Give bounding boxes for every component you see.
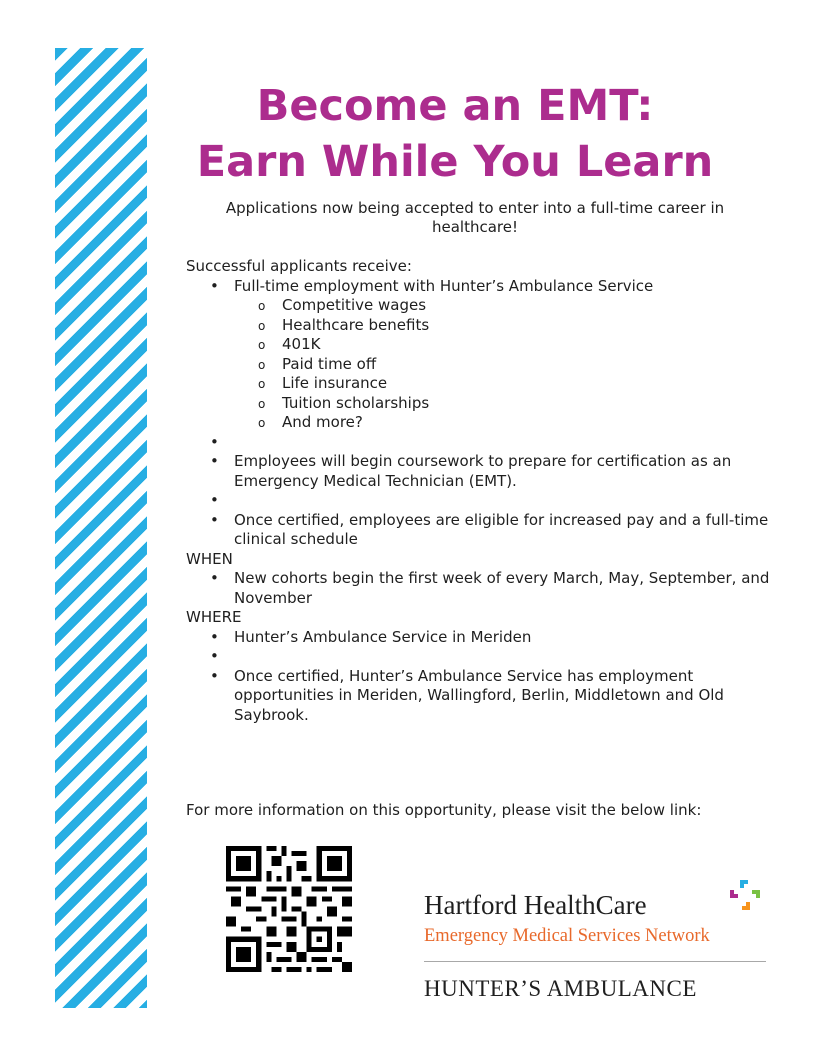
page-title bbox=[150, 78, 760, 190]
more-info-text: For more information on this opportunity, please visit the below link: bbox=[186, 801, 702, 819]
where-item-1: • Hunter’s Ambulance Service in Meriden bbox=[234, 628, 776, 648]
logo-divider bbox=[424, 961, 766, 962]
where-heading: WHERE bbox=[186, 608, 242, 626]
when-heading: WHEN bbox=[186, 549, 233, 568]
title-line-1: Become an EMT: bbox=[256, 81, 654, 131]
list-item: o 401K bbox=[282, 335, 776, 355]
list-item bbox=[234, 277, 776, 433]
logo-company-name: HUNTER’S AMBULANCE bbox=[424, 976, 697, 1001]
hartford-healthcare-logo bbox=[424, 876, 769, 1006]
flyer-body bbox=[186, 257, 776, 725]
benefits-sub-list bbox=[234, 296, 776, 433]
spacer bbox=[234, 647, 776, 667]
decorative-stripe-bar bbox=[55, 48, 147, 1008]
list-item: o Paid time off bbox=[282, 355, 776, 375]
employment-item: Full-time employment with Hunter’s Ambulance Service bbox=[234, 276, 654, 295]
where-item-2: • Once certified, Hunter’s Ambulance Service has employment opportunities in Meriden, Wallingford, Berlin, Middletown and Old Saybrook. bbox=[234, 667, 776, 726]
benefits-list bbox=[186, 277, 776, 550]
logo-network-name: Emergency Medical Services Network bbox=[424, 926, 710, 946]
hhc-mark-icon bbox=[726, 876, 766, 916]
when-item: • New cohorts begin the first week of every March, May, September, and November bbox=[234, 569, 776, 608]
certified-item: • Once certified, employees are eligible for increased pay and a full-time clinical schedule bbox=[234, 511, 776, 550]
where-list bbox=[186, 628, 776, 726]
title-line-2: Earn While You Learn bbox=[196, 137, 714, 187]
benefits-heading: Successful applicants receive: bbox=[186, 257, 412, 275]
coursework-item: • Employees will begin coursework to prepare for certification as an Emergency Medical Technician (EMT). bbox=[234, 452, 776, 491]
list-item: o And more? bbox=[282, 413, 776, 433]
list-item: o Tuition scholarships bbox=[282, 394, 776, 414]
intro-text: Applications now being accepted to enter into a full-time career in healthcare! bbox=[225, 199, 725, 236]
list-item: o Healthcare benefits bbox=[282, 316, 776, 336]
logo-org-name: Hartford HealthCare bbox=[424, 890, 647, 920]
qr-code-icon[interactable] bbox=[226, 846, 352, 972]
spacer bbox=[234, 491, 776, 511]
spacer bbox=[234, 433, 776, 453]
list-item: o Competitive wages bbox=[282, 296, 776, 316]
when-list bbox=[186, 569, 776, 608]
list-item: o Life insurance bbox=[282, 374, 776, 394]
